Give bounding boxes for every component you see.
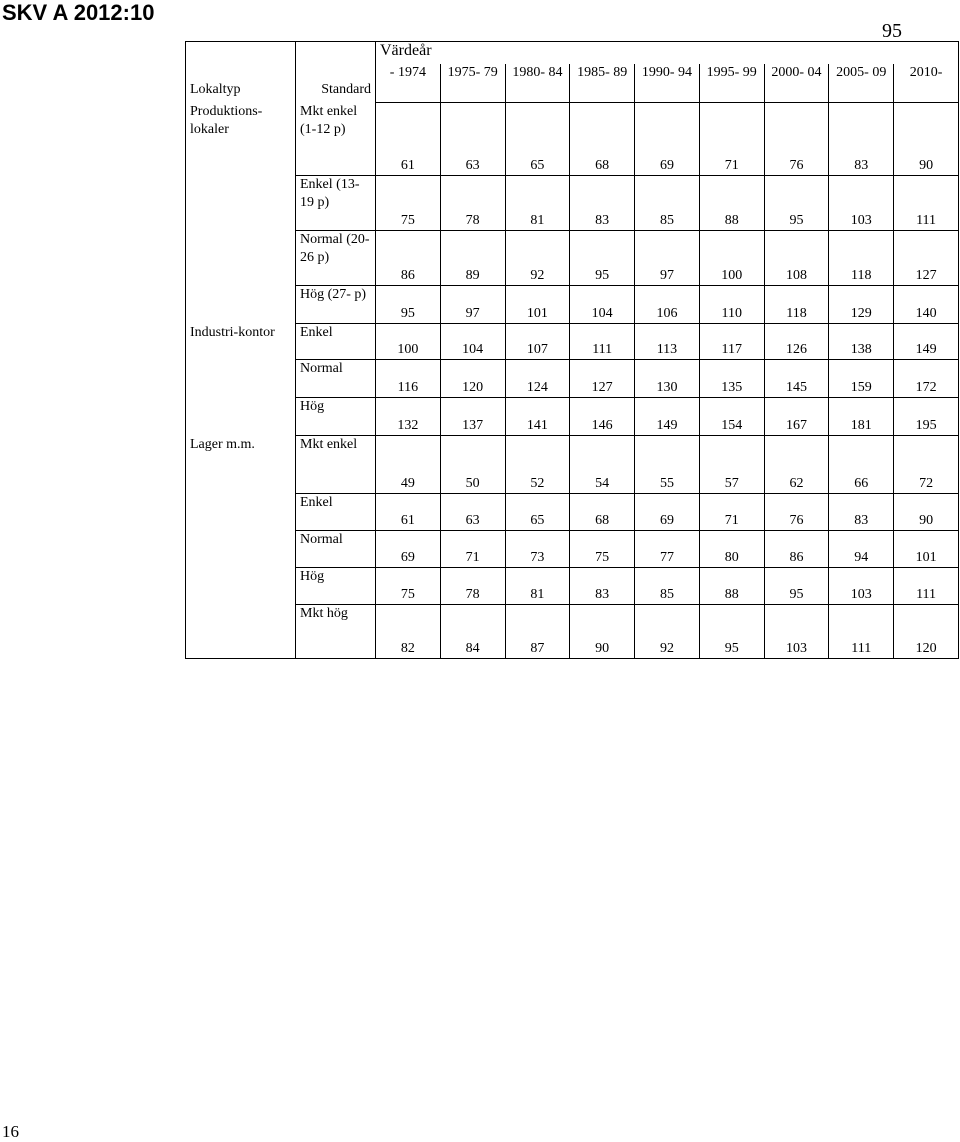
standard-cell: Normal (20-26 p) [296,231,376,286]
value-cell: 83 [570,568,635,605]
table-row [186,176,959,231]
table-row [186,531,959,568]
value-cell: 90 [894,103,959,176]
value-cell: 95 [570,231,635,286]
table-row [186,286,959,324]
value-cell: 89 [440,231,505,286]
value-cell: 101 [505,286,570,324]
value-cell: 76 [764,494,829,531]
year-header: 2000- 04 [764,64,829,103]
value-cell: 86 [376,231,441,286]
lokaltyp-cell [186,568,296,605]
lokaltyp-cell [186,176,296,231]
standard-cell: Enkel (13-19 p) [296,176,376,231]
value-cell: 141 [505,398,570,436]
value-cell: 75 [376,568,441,605]
value-cell: 49 [376,436,441,494]
value-cell: 132 [376,398,441,436]
lokaltyp-header: Lokaltyp [186,42,296,103]
value-cell: 95 [376,286,441,324]
value-cell: 77 [635,531,700,568]
value-cell: 118 [764,286,829,324]
lokaltyp-cell [186,494,296,531]
value-cell: 87 [505,605,570,659]
value-cell: 69 [376,531,441,568]
value-cell: 124 [505,360,570,398]
value-cell: 66 [829,436,894,494]
value-cell: 127 [570,360,635,398]
value-cell: 69 [635,103,700,176]
table-row [186,605,959,659]
standard-cell: Normal [296,360,376,398]
value-cell: 104 [440,324,505,360]
lokaltyp-cell: Lager m.m. [186,436,296,494]
standard-cell: Hög (27- p) [296,286,376,324]
value-cell: 75 [376,176,441,231]
lokaltyp-cell: Industri-kontor [186,324,296,360]
value-cell: 111 [894,568,959,605]
value-cell: 159 [829,360,894,398]
lokaltyp-cell: Produktions-lokaler [186,103,296,176]
value-cell: 149 [894,324,959,360]
value-cell: 73 [505,531,570,568]
value-cell: 97 [440,286,505,324]
value-cell: 63 [440,494,505,531]
value-cell: 78 [440,568,505,605]
value-cell: 100 [376,324,441,360]
value-cell: 57 [699,436,764,494]
value-cell: 100 [699,231,764,286]
value-cell: 103 [764,605,829,659]
lokaltyp-cell [186,286,296,324]
value-cell: 117 [699,324,764,360]
value-cell: 78 [440,176,505,231]
standard-cell: Enkel [296,324,376,360]
standard-cell: Normal [296,531,376,568]
value-cell: 54 [570,436,635,494]
value-cell: 130 [635,360,700,398]
standard-cell: Enkel [296,494,376,531]
value-cell: 106 [635,286,700,324]
value-cell: 138 [829,324,894,360]
standard-cell: Mkt enkel [296,436,376,494]
lokaltyp-cell [186,398,296,436]
value-cell: 71 [440,531,505,568]
value-cell: 81 [505,568,570,605]
value-cell: 129 [829,286,894,324]
value-cell: 120 [894,605,959,659]
value-cell: 95 [699,605,764,659]
value-cell: 110 [699,286,764,324]
value-cell: 97 [635,231,700,286]
value-cell: 85 [635,176,700,231]
value-cell: 137 [440,398,505,436]
value-cell: 104 [570,286,635,324]
value-cell: 113 [635,324,700,360]
document-title: SKV A 2012:10 [2,0,155,25]
standard-cell: Hög [296,398,376,436]
value-cell: 111 [894,176,959,231]
value-cell: 61 [376,103,441,176]
standard-header: Standard [296,42,376,103]
standard-cell: Mkt hög [296,605,376,659]
value-cell: 80 [699,531,764,568]
year-header: - 1974 [376,64,441,103]
value-cell: 181 [829,398,894,436]
table-row [186,568,959,605]
value-cell: 68 [570,494,635,531]
year-header: 1975- 79 [440,64,505,103]
value-cell: 94 [829,531,894,568]
value-cell: 85 [635,568,700,605]
year-header: 2010- [894,64,959,103]
value-cell: 88 [699,176,764,231]
value-cell: 95 [764,568,829,605]
value-table [185,41,959,659]
year-header: 1985- 89 [570,64,635,103]
value-cell: 101 [894,531,959,568]
value-cell: 83 [570,176,635,231]
value-cell: 90 [894,494,959,531]
table-row [186,360,959,398]
standard-cell: Mkt enkel (1-12 p) [296,103,376,176]
value-cell: 154 [699,398,764,436]
value-cell: 86 [764,531,829,568]
value-cell: 71 [699,494,764,531]
value-cell: 68 [570,103,635,176]
value-cell: 120 [440,360,505,398]
value-cell: 65 [505,494,570,531]
value-year-header: Värdeår [376,42,959,65]
year-header: 1990- 94 [635,64,700,103]
value-cell: 50 [440,436,505,494]
value-cell: 90 [570,605,635,659]
table-row [186,103,959,176]
value-cell: 88 [699,568,764,605]
value-cell: 83 [829,494,894,531]
table-row [186,436,959,494]
value-cell: 118 [829,231,894,286]
lokaltyp-cell [186,231,296,286]
value-cell: 172 [894,360,959,398]
table-row [186,398,959,436]
value-cell: 82 [376,605,441,659]
table-row [186,231,959,286]
value-cell: 81 [505,176,570,231]
value-cell: 65 [505,103,570,176]
value-cell: 146 [570,398,635,436]
value-cell: 92 [635,605,700,659]
value-cell: 55 [635,436,700,494]
value-cell: 61 [376,494,441,531]
value-cell: 167 [764,398,829,436]
value-cell: 126 [764,324,829,360]
value-cell: 84 [440,605,505,659]
value-cell: 111 [829,605,894,659]
value-cell: 145 [764,360,829,398]
value-cell: 149 [635,398,700,436]
year-header: 1980- 84 [505,64,570,103]
value-cell: 103 [829,568,894,605]
value-cell: 111 [570,324,635,360]
value-cell: 62 [764,436,829,494]
value-cell: 140 [894,286,959,324]
table-row [186,494,959,531]
value-cell: 52 [505,436,570,494]
standard-cell: Hög [296,568,376,605]
value-cell: 71 [699,103,764,176]
value-cell: 127 [894,231,959,286]
lokaltyp-cell [186,605,296,659]
value-cell: 95 [764,176,829,231]
value-cell: 116 [376,360,441,398]
page-number-top: 95 [882,20,902,42]
value-cell: 83 [829,103,894,176]
table-row [186,324,959,360]
value-cell: 195 [894,398,959,436]
lokaltyp-cell [186,531,296,568]
value-cell: 135 [699,360,764,398]
value-cell: 107 [505,324,570,360]
value-cell: 63 [440,103,505,176]
year-header: 2005- 09 [829,64,894,103]
value-cell: 72 [894,436,959,494]
value-cell: 76 [764,103,829,176]
value-cell: 103 [829,176,894,231]
value-cell: 75 [570,531,635,568]
lokaltyp-cell [186,360,296,398]
year-header: 1995- 99 [699,64,764,103]
value-cell: 108 [764,231,829,286]
value-cell: 92 [505,231,570,286]
value-cell: 69 [635,494,700,531]
page-number-bottom: 16 [2,1122,19,1141]
